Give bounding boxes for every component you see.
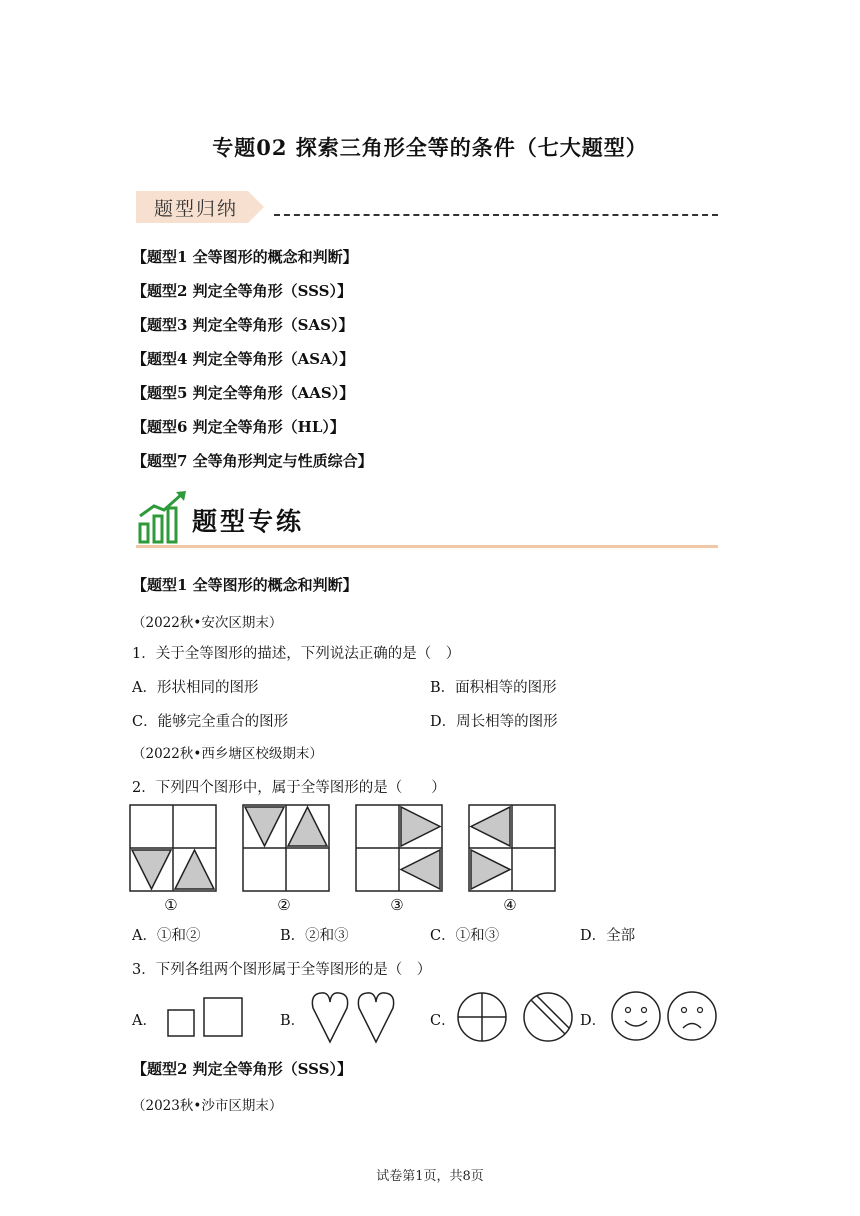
type-list-item: 【题型3 判定全等角形（SAS）】 xyxy=(132,316,354,334)
type-list-item: 【题型2 判定全等角形（SSS）】 xyxy=(132,282,352,300)
figure-label: ① xyxy=(164,896,178,914)
faces-figure xyxy=(610,988,720,1044)
figure-3 xyxy=(356,805,442,891)
figure-label: ③ xyxy=(390,896,404,914)
question-source: （2022秋•安次区期末） xyxy=(132,615,283,631)
option-a: A．形状相同的图形 xyxy=(132,680,259,696)
section-heading: 【题型1 全等图形的概念和判断】 xyxy=(132,576,358,594)
option-a: A．①和② xyxy=(132,928,201,944)
figure-1 xyxy=(130,805,216,891)
q2-figures xyxy=(128,803,562,895)
type-list-item: 【题型1 全等图形的概念和判断】 xyxy=(132,248,358,266)
type-list-item: 【题型4 判定全等角形（ASA）】 xyxy=(132,350,355,368)
summary-tag-label: 题型归纳 xyxy=(154,198,239,220)
figure-label: ② xyxy=(277,896,291,914)
growth-chart-icon xyxy=(136,488,194,546)
option-b: B． xyxy=(280,1013,306,1029)
option-d: D． xyxy=(580,1013,607,1029)
figure-2 xyxy=(243,805,329,891)
practice-banner-label: 题型专练 xyxy=(192,507,305,536)
type-list-item: 【题型5 判定全等角形（AAS）】 xyxy=(132,384,355,402)
figure-label: ④ xyxy=(503,896,517,914)
type-list-item: 【题型7 全等角形判定与性质综合】 xyxy=(132,452,373,470)
question-stem: 1．关于全等图形的描述，下列说法正确的是（ ） xyxy=(132,646,461,662)
section-heading: 【题型2 判定全等角形（SSS）】 xyxy=(132,1060,352,1078)
type-list-item: 【题型6 判定全等角形（HL）】 xyxy=(132,418,345,436)
page-footer: 试卷第1页，共8页 xyxy=(376,1169,484,1184)
divider xyxy=(274,214,718,216)
circles-figure xyxy=(456,990,574,1044)
option-d: D．周长相等的图形 xyxy=(430,714,558,730)
option-b: B．面积相等的图形 xyxy=(430,680,557,696)
option-c: C． xyxy=(430,1013,456,1029)
question-stem: 3．下列各组两个图形属于全等图形的是（ ） xyxy=(132,962,432,978)
figure-4 xyxy=(469,805,555,891)
banner-underline xyxy=(136,545,718,548)
option-c: C．①和③ xyxy=(430,928,500,944)
question-stem: 2．下列四个图形中，属于全等图形的是（ ） xyxy=(132,780,446,796)
option-c: C．能够完全重合的图形 xyxy=(132,714,289,730)
option-a: A． xyxy=(132,1013,157,1029)
squares-figure xyxy=(164,994,248,1040)
summary-tag xyxy=(136,188,266,226)
option-b: B．②和③ xyxy=(280,928,349,944)
page-title: 专题02 探索三角形全等的条件（七大题型） xyxy=(212,135,648,160)
practice-banner xyxy=(136,488,316,548)
question-source: （2023秋•沙市区期末） xyxy=(132,1098,283,1114)
hearts-figure xyxy=(308,988,400,1046)
question-source: （2022秋•西乡塘区校级期末） xyxy=(132,746,323,762)
option-d: D．全部 xyxy=(580,928,636,944)
